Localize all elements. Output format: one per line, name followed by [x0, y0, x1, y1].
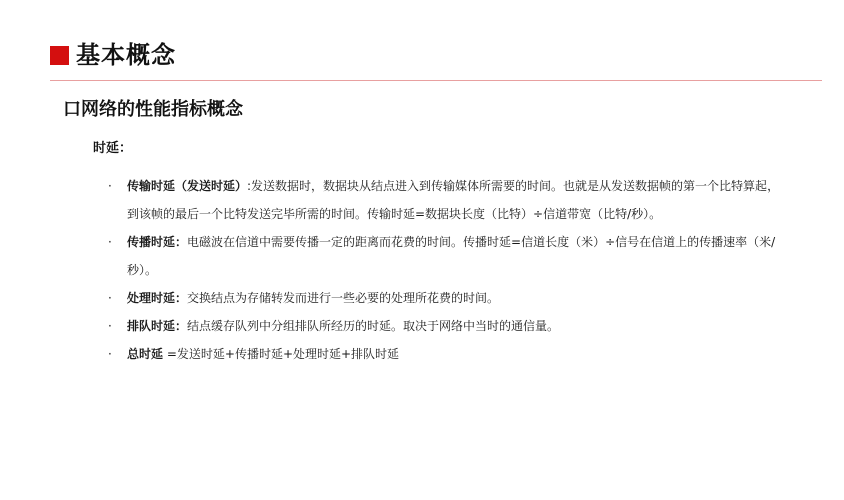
red-square-icon: [50, 46, 69, 65]
bullet-term: 总时延: [127, 347, 164, 361]
sub-heading: 时延：: [93, 141, 133, 156]
bullet-dot-icon: ·: [108, 179, 112, 193]
bullet-dot-icon: ·: [108, 347, 112, 361]
list-item: [104, 312, 784, 340]
list-item: [104, 172, 784, 228]
bullet-list: [104, 172, 784, 368]
bullet-text: 电磁波在信道中需要传播一定的距离而花费的时间。传播时延=信道长度（米）÷信号在信道上的传播速率（米/秒）。: [127, 235, 776, 277]
list-item: [104, 228, 784, 284]
slide-title: 基本概念: [76, 41, 176, 69]
bullet-dot-icon: ·: [108, 319, 112, 333]
section-title: 口网络的性能指标概念: [63, 99, 243, 120]
header-divider: [50, 80, 822, 81]
bullet-text: 结点缓存队列中分组排队所经历的时延。取决于网络中当时的通信量。: [187, 319, 560, 333]
bullet-dot-icon: ·: [108, 291, 112, 305]
bullet-text: :发送数据时，数据块从结点进入到传输媒体所需要的时间。也就是从发送数据帧的第一个比特算起，到该帧的最后一个比特发送完毕所需的时间。传输时延=数据块长度（比特）÷信道带宽（比特/秒）。: [127, 179, 780, 221]
bullet-text: 交换结点为存储转发而进行一些必要的处理所花费的时间。: [187, 291, 500, 305]
bullet-term: 处理时延：: [127, 291, 188, 305]
slide-header: [50, 38, 176, 72]
bullet-text: =发送时延+传播时延+处理时延+排队时延: [163, 347, 400, 361]
bullet-dot-icon: ·: [108, 235, 112, 249]
bullet-term: 传输时延（发送时延）: [127, 179, 248, 193]
bullet-term: 传播时延：: [127, 235, 188, 249]
bullet-term: 排队时延：: [127, 319, 188, 333]
list-item: [104, 284, 784, 312]
list-item: [104, 340, 784, 368]
